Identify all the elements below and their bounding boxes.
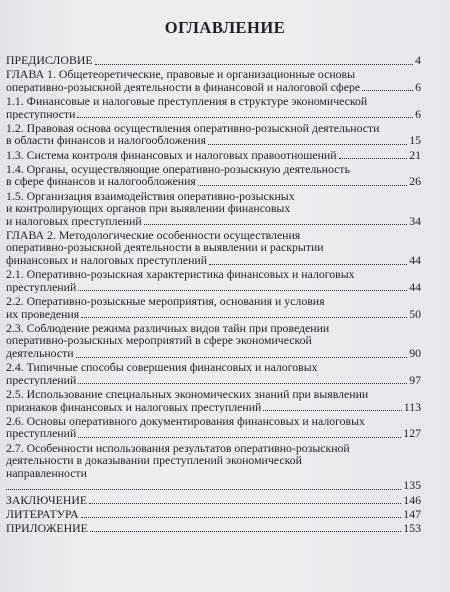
toc-entry bbox=[6, 322, 421, 360]
toc-entry-last-line bbox=[6, 522, 421, 535]
toc-entry-text-line: и налоговых преступлений bbox=[6, 214, 142, 228]
dot-leader bbox=[81, 516, 402, 518]
toc-page-number: 90 bbox=[409, 346, 421, 360]
toc-entry-text-line: 2.7. Особенности использования результатов оперативно-розыскной bbox=[6, 440, 350, 455]
toc-page-number: 97 bbox=[409, 372, 421, 387]
toc-entry-text-line: ЗАКЛЮЧЕНИЕ bbox=[6, 493, 88, 507]
toc-entry-last-line bbox=[6, 175, 421, 188]
toc-entry-last-line bbox=[6, 508, 421, 521]
toc-page-number: 44 bbox=[409, 279, 421, 294]
toc-entry-last-line bbox=[6, 149, 421, 162]
toc-page-number: 15 bbox=[409, 133, 421, 148]
toc-entry-text-line: деятельности bbox=[6, 347, 74, 360]
toc-entry-text-line: преступлений bbox=[6, 427, 77, 440]
dot-leader bbox=[77, 116, 413, 118]
toc-entry-text-line: преступности bbox=[6, 107, 76, 121]
toc-page-number: 50 bbox=[409, 306, 421, 321]
toc-entry-text-line: преступлений bbox=[6, 373, 77, 387]
toc-entry-text-line: 1.5. Организация взаимодействия оперативно-розыскных bbox=[6, 188, 295, 203]
toc-entry-last-line bbox=[6, 108, 421, 121]
dot-leader bbox=[209, 263, 407, 265]
table-of-contents bbox=[6, 54, 421, 536]
toc-entry-last-line bbox=[6, 254, 421, 267]
toc-entry bbox=[6, 122, 421, 147]
toc-entry-text-line: финансовых и налоговых преступлений bbox=[6, 254, 208, 267]
toc-entry-text-line: 2.6. Основы оперативного документирования финансовых и налоговых bbox=[6, 413, 365, 428]
dot-leader bbox=[76, 356, 408, 358]
toc-entry bbox=[6, 95, 421, 120]
toc-entry-text-line: признаков финансовых и налоговых преступлений bbox=[6, 400, 262, 414]
toc-entry-text-line: 2.1. Оперативно-розыскная характеристика финансовых и налоговых bbox=[6, 267, 355, 282]
toc-page-number: 153 bbox=[403, 520, 421, 535]
dot-leader bbox=[81, 316, 407, 318]
dot-leader bbox=[6, 488, 401, 490]
dot-leader bbox=[263, 409, 401, 411]
toc-entry bbox=[6, 295, 421, 320]
toc-entry-text-line: направленности bbox=[6, 465, 87, 480]
toc-entry bbox=[6, 522, 421, 535]
toc-entry-text-line: ЛИТЕРАТУРА bbox=[6, 507, 79, 521]
toc-entry-text-line: и контролирующих органов при выявлении финансовых bbox=[6, 201, 291, 216]
toc-entry-text-line: ПРИЛОЖЕНИЕ bbox=[6, 521, 88, 535]
dot-leader bbox=[78, 289, 407, 291]
toc-entry-text-line: ГЛАВА 1. Общетеоретические, правовые и организационные основы bbox=[6, 67, 356, 82]
dot-leader bbox=[78, 382, 407, 384]
toc-entry bbox=[6, 442, 421, 492]
toc-entry-last-line bbox=[6, 281, 421, 294]
toc-entry bbox=[6, 268, 421, 293]
toc-entry-text-line: 1.2. Правовая основа осуществления оперативно-розыскной деятельности bbox=[6, 120, 380, 135]
dot-leader bbox=[89, 502, 401, 504]
dot-leader bbox=[198, 184, 407, 186]
toc-entry-last-line bbox=[6, 347, 421, 360]
toc-entry bbox=[6, 68, 421, 93]
toc-entry-text-line: в сфере финансов и налогообложения bbox=[6, 175, 196, 188]
toc-entry bbox=[6, 163, 421, 188]
toc-entry-text-line: 1.1. Финансовые и налоговые преступления в структуре экономической bbox=[6, 93, 368, 108]
toc-entry-text-line: 2.2. Оперативно-розыскные мероприятия, основания и условия bbox=[6, 294, 325, 309]
toc-entry-last-line bbox=[6, 215, 421, 228]
toc-entry bbox=[6, 494, 421, 507]
toc-entry-text-line: 2.3. Соблюдение режима различных видов тайн при проведении bbox=[6, 320, 330, 335]
toc-entry bbox=[6, 508, 421, 521]
dot-leader bbox=[208, 143, 407, 145]
toc-page-number: 127 bbox=[403, 426, 421, 441]
toc-entry-text-line: 2.4. Типичные способы совершения финансовых и налоговых bbox=[6, 360, 318, 375]
toc-entry-text-line: оперативно-розыскных мероприятий в сфере экономической bbox=[6, 333, 312, 348]
toc-page-number: 147 bbox=[403, 506, 421, 521]
toc-entry-text-line: 1.4. Органы, осуществляющие оперативно-розыскную деятельность bbox=[6, 161, 350, 176]
dot-leader bbox=[95, 63, 414, 65]
toc-entry-last-line bbox=[6, 134, 421, 147]
dot-leader bbox=[362, 89, 413, 91]
toc-entry-text-line: оперативно-розыскной деятельности в выявлении и раскрытии bbox=[6, 240, 324, 255]
toc-entry-last-line bbox=[6, 494, 421, 507]
dot-leader bbox=[90, 530, 401, 532]
toc-entry-text-line: оперативно-розыскной деятельности в финансовой и налоговой сфере bbox=[6, 80, 361, 94]
toc-entry-text-line: деятельности в доказывании преступлений экономической bbox=[6, 453, 302, 468]
toc-entry-text-line: их проведения bbox=[6, 307, 80, 321]
toc-page-number: 21 bbox=[409, 147, 421, 162]
toc-entry-last-line bbox=[6, 479, 421, 492]
dot-leader bbox=[339, 157, 408, 159]
toc-entry bbox=[6, 388, 421, 413]
page-title: ОГЛАВЛЕНИЕ bbox=[164, 18, 286, 37]
toc-entry-text-line: ПРЕДИСЛОВИЕ bbox=[6, 54, 93, 67]
toc-entry bbox=[6, 361, 421, 386]
dot-leader bbox=[144, 223, 407, 225]
dot-leader bbox=[78, 436, 401, 438]
toc-entry-text-line: 2.5. Использование специальных экономических знаний при выявлении bbox=[6, 386, 369, 401]
toc-entry-last-line bbox=[6, 308, 421, 321]
toc-page-number: 6 bbox=[415, 106, 421, 121]
toc-entry bbox=[6, 229, 421, 267]
toc-entry-text-line: в области финансов и налогообложения bbox=[6, 134, 206, 147]
toc-entry-text-line: ГЛАВА 2. Методологические особенности осуществления bbox=[6, 227, 301, 242]
toc-page-number: 113 bbox=[403, 399, 421, 414]
toc-entry-last-line bbox=[6, 54, 421, 67]
toc-page-number: 4 bbox=[415, 53, 421, 67]
toc-page-number: 146 bbox=[403, 492, 421, 507]
toc-entry-text-line: 1.3. Система контроля финансовых и налоговых правоотношений bbox=[6, 148, 337, 162]
toc-entry-last-line bbox=[6, 374, 421, 387]
toc-entry bbox=[6, 54, 421, 67]
toc-page-number: 44 bbox=[409, 253, 421, 268]
toc-entry-last-line bbox=[6, 81, 421, 94]
toc-entry-text-line: преступлений bbox=[6, 280, 77, 294]
toc-entry bbox=[6, 149, 421, 162]
toc-page-number: 6 bbox=[415, 79, 421, 94]
toc-entry-last-line bbox=[6, 401, 421, 414]
toc-page-number: 34 bbox=[409, 213, 421, 228]
toc-entry-last-line bbox=[6, 427, 421, 440]
toc-entry bbox=[6, 190, 421, 228]
toc-page-number: 26 bbox=[409, 174, 421, 189]
toc-page-number: 135 bbox=[403, 478, 421, 493]
toc-entry bbox=[6, 415, 421, 440]
